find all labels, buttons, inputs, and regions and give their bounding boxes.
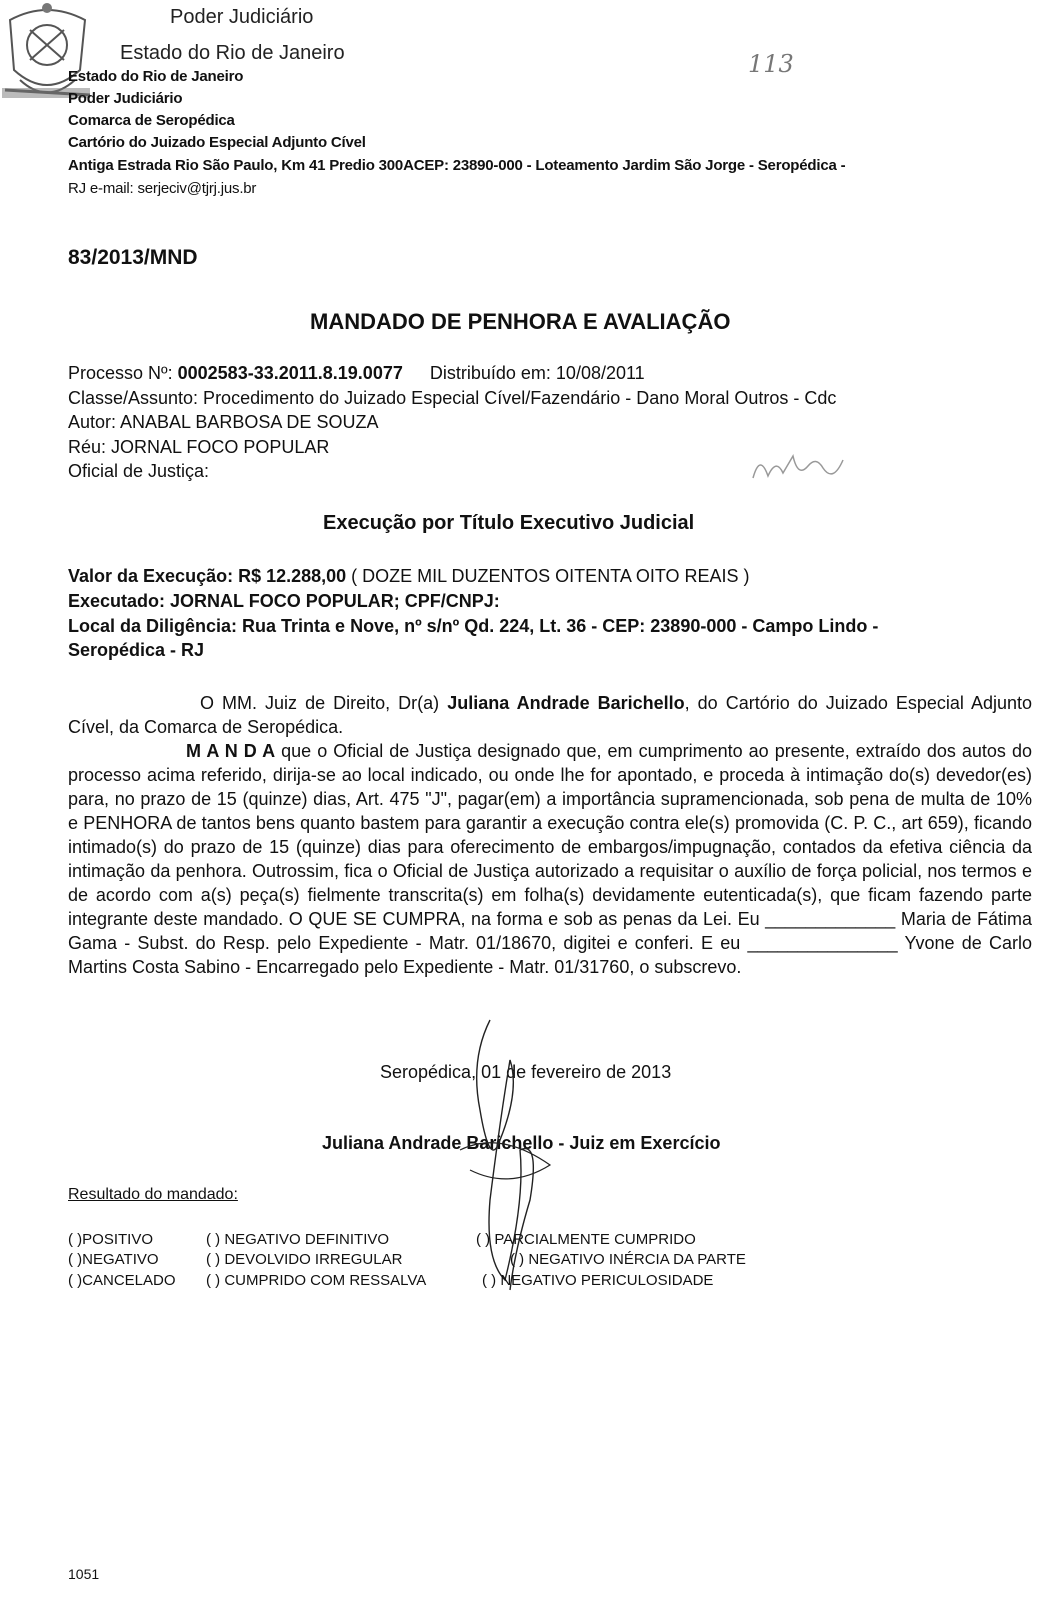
judge-name: Juliana Andrade Barichello <box>447 693 685 713</box>
execution-value-text: ( DOZE MIL DUZENTOS OITENTA OITO REAIS ) <box>346 566 750 586</box>
header-sub-line: Estado do Rio de Janeiro <box>68 68 244 85</box>
result-option: ( ) CUMPRIDO COM RESSALVA <box>206 1272 427 1289</box>
header-sub-line: Cartório do Juizado Especial Adjunto Cível <box>68 134 366 151</box>
process-number-line <box>68 363 645 384</box>
body-paragraph-intro: O MM. Juiz de Direito, Dr(a) Juliana Andrade Barichello, do Cartório do Juizado Especial Adjunto Cível, da Comarca de Seropédica. <box>68 693 1032 737</box>
manda-keyword: M A N D A <box>186 741 276 761</box>
header-court-name: Poder Judiciário <box>170 6 314 28</box>
diligence-location-city: Seropédica - RJ <box>68 640 205 660</box>
document-subtitle: Execução por Título Executivo Judicial <box>323 512 695 534</box>
process-defendant: Réu: JORNAL FOCO POPULAR <box>68 437 330 457</box>
process-officer: Oficial de Justiça: <box>68 461 210 481</box>
execution-value: Valor da Execução: R$ 12.288,00 <box>68 566 347 586</box>
result-option: ( )POSITIVO <box>68 1231 154 1248</box>
header-sub-line: Comarca de Seropédica <box>68 112 235 129</box>
result-option: ( ) DEVOLVIDO IRREGULAR <box>206 1251 403 1268</box>
result-option: ( )CANCELADO <box>68 1272 176 1289</box>
result-option: ( ) NEGATIVO INÉRCIA DA PARTE <box>510 1251 746 1268</box>
result-title: Resultado do mandado: <box>68 1186 238 1203</box>
execution-value-line <box>68 566 750 587</box>
diligence-location: Local da Diligência: Rua Trinta e Nove, nº s/nº Qd. 224, Lt. 36 - CEP: 23890-000 - Campo Lindo - <box>68 616 879 636</box>
header-state-name: Estado do Rio de Janeiro <box>120 42 345 64</box>
process-author: Autor: ANABAL BARBOSA DE SOUZA <box>68 412 379 432</box>
executed-party: Executado: JORNAL FOCO POPULAR; CPF/CNPJ: <box>68 591 500 611</box>
process-class: Classe/Assunto: Procedimento do Juizado Especial Cível/Fazendário - Dano Moral Outros - Cdc <box>68 388 837 408</box>
document-reference: 83/2013/MND <box>68 246 198 269</box>
result-option: ( ) NEGATIVO DEFINITIVO <box>206 1231 390 1248</box>
handwritten-page-number: 113 <box>748 50 794 78</box>
distribution-date: Distribuído em: 10/08/2011 <box>429 363 645 383</box>
header-sub-line: Poder Judiciário <box>68 90 183 107</box>
place-date: Seropédica, 01 de fevereiro de 2013 <box>380 1062 672 1082</box>
officer-initials-signature <box>748 448 858 488</box>
header-email-line: RJ e-mail: serjeciv@tjrj.jus.br <box>68 180 257 197</box>
body-paragraph-order: M A N D A que o Oficial de Justiça designado que, em cumprimento ao presente, extraído dos autos do processo acima referido, dirija-se ao local indicado, ou onde lhe for apontado, e proceda à intimação do(s) devedor(es) para, no prazo de 15 (quinze) dias, Art. 475 "J", pagar(em) a importância supramencionada, sob pena de multa de 10% e PENHORA de tantos bens quanto bastem para garantir a execução contra ele(s) promovida (C. P. C., art 659), ficando intimado(s) do prazo de 15 (quinze) dias para oferecimento de embargos/impugnação, contados da efetiva ciência da intimação da penhora. Outrossim, fica o Oficial de Justiça autorizado a requisitar o auxílio de força policial, nos termos e de acordo com a(s) peça(s) fielmente transcrita(s) em folha(s) devidamente eutenticada(s), que ficam fazendo parte integrante deste mandado. O QUE SE CUMPRA, na forma e sob as penas da Lei. Eu _____________ Maria de Fátima Gama - Subst. do Resp. pelo Expediente - Matr. 01/18670, digitei e conferi. E eu _______________ Yvone de Carlo Martins Costa Sabino - Encarregado pelo Expediente - Matr. 01/31760, o subscrevo. <box>68 741 1032 977</box>
header-address-line: Antiga Estrada Rio São Paulo, Km 41 Predio 300ACEP: 23890-000 - Loteamento Jardim São Jorge - Seropédica - <box>68 157 846 174</box>
document-title: MANDADO DE PENHORA E AVALIAÇÃO <box>310 309 731 334</box>
process-label: Processo Nº: <box>68 363 173 383</box>
judge-signature-line: Juliana Andrade Barichello - Juiz em Exercício <box>322 1133 721 1153</box>
process-number: 0002583-33.2011.8.19.0077 <box>177 363 403 383</box>
result-option: ( ) PARCIALMENTE CUMPRIDO <box>476 1231 696 1248</box>
footer-number: 1051 <box>68 1566 100 1582</box>
result-option: ( ) NEGATIVO PERICULOSIDADE <box>482 1272 714 1289</box>
result-option: ( )NEGATIVO <box>68 1251 159 1268</box>
